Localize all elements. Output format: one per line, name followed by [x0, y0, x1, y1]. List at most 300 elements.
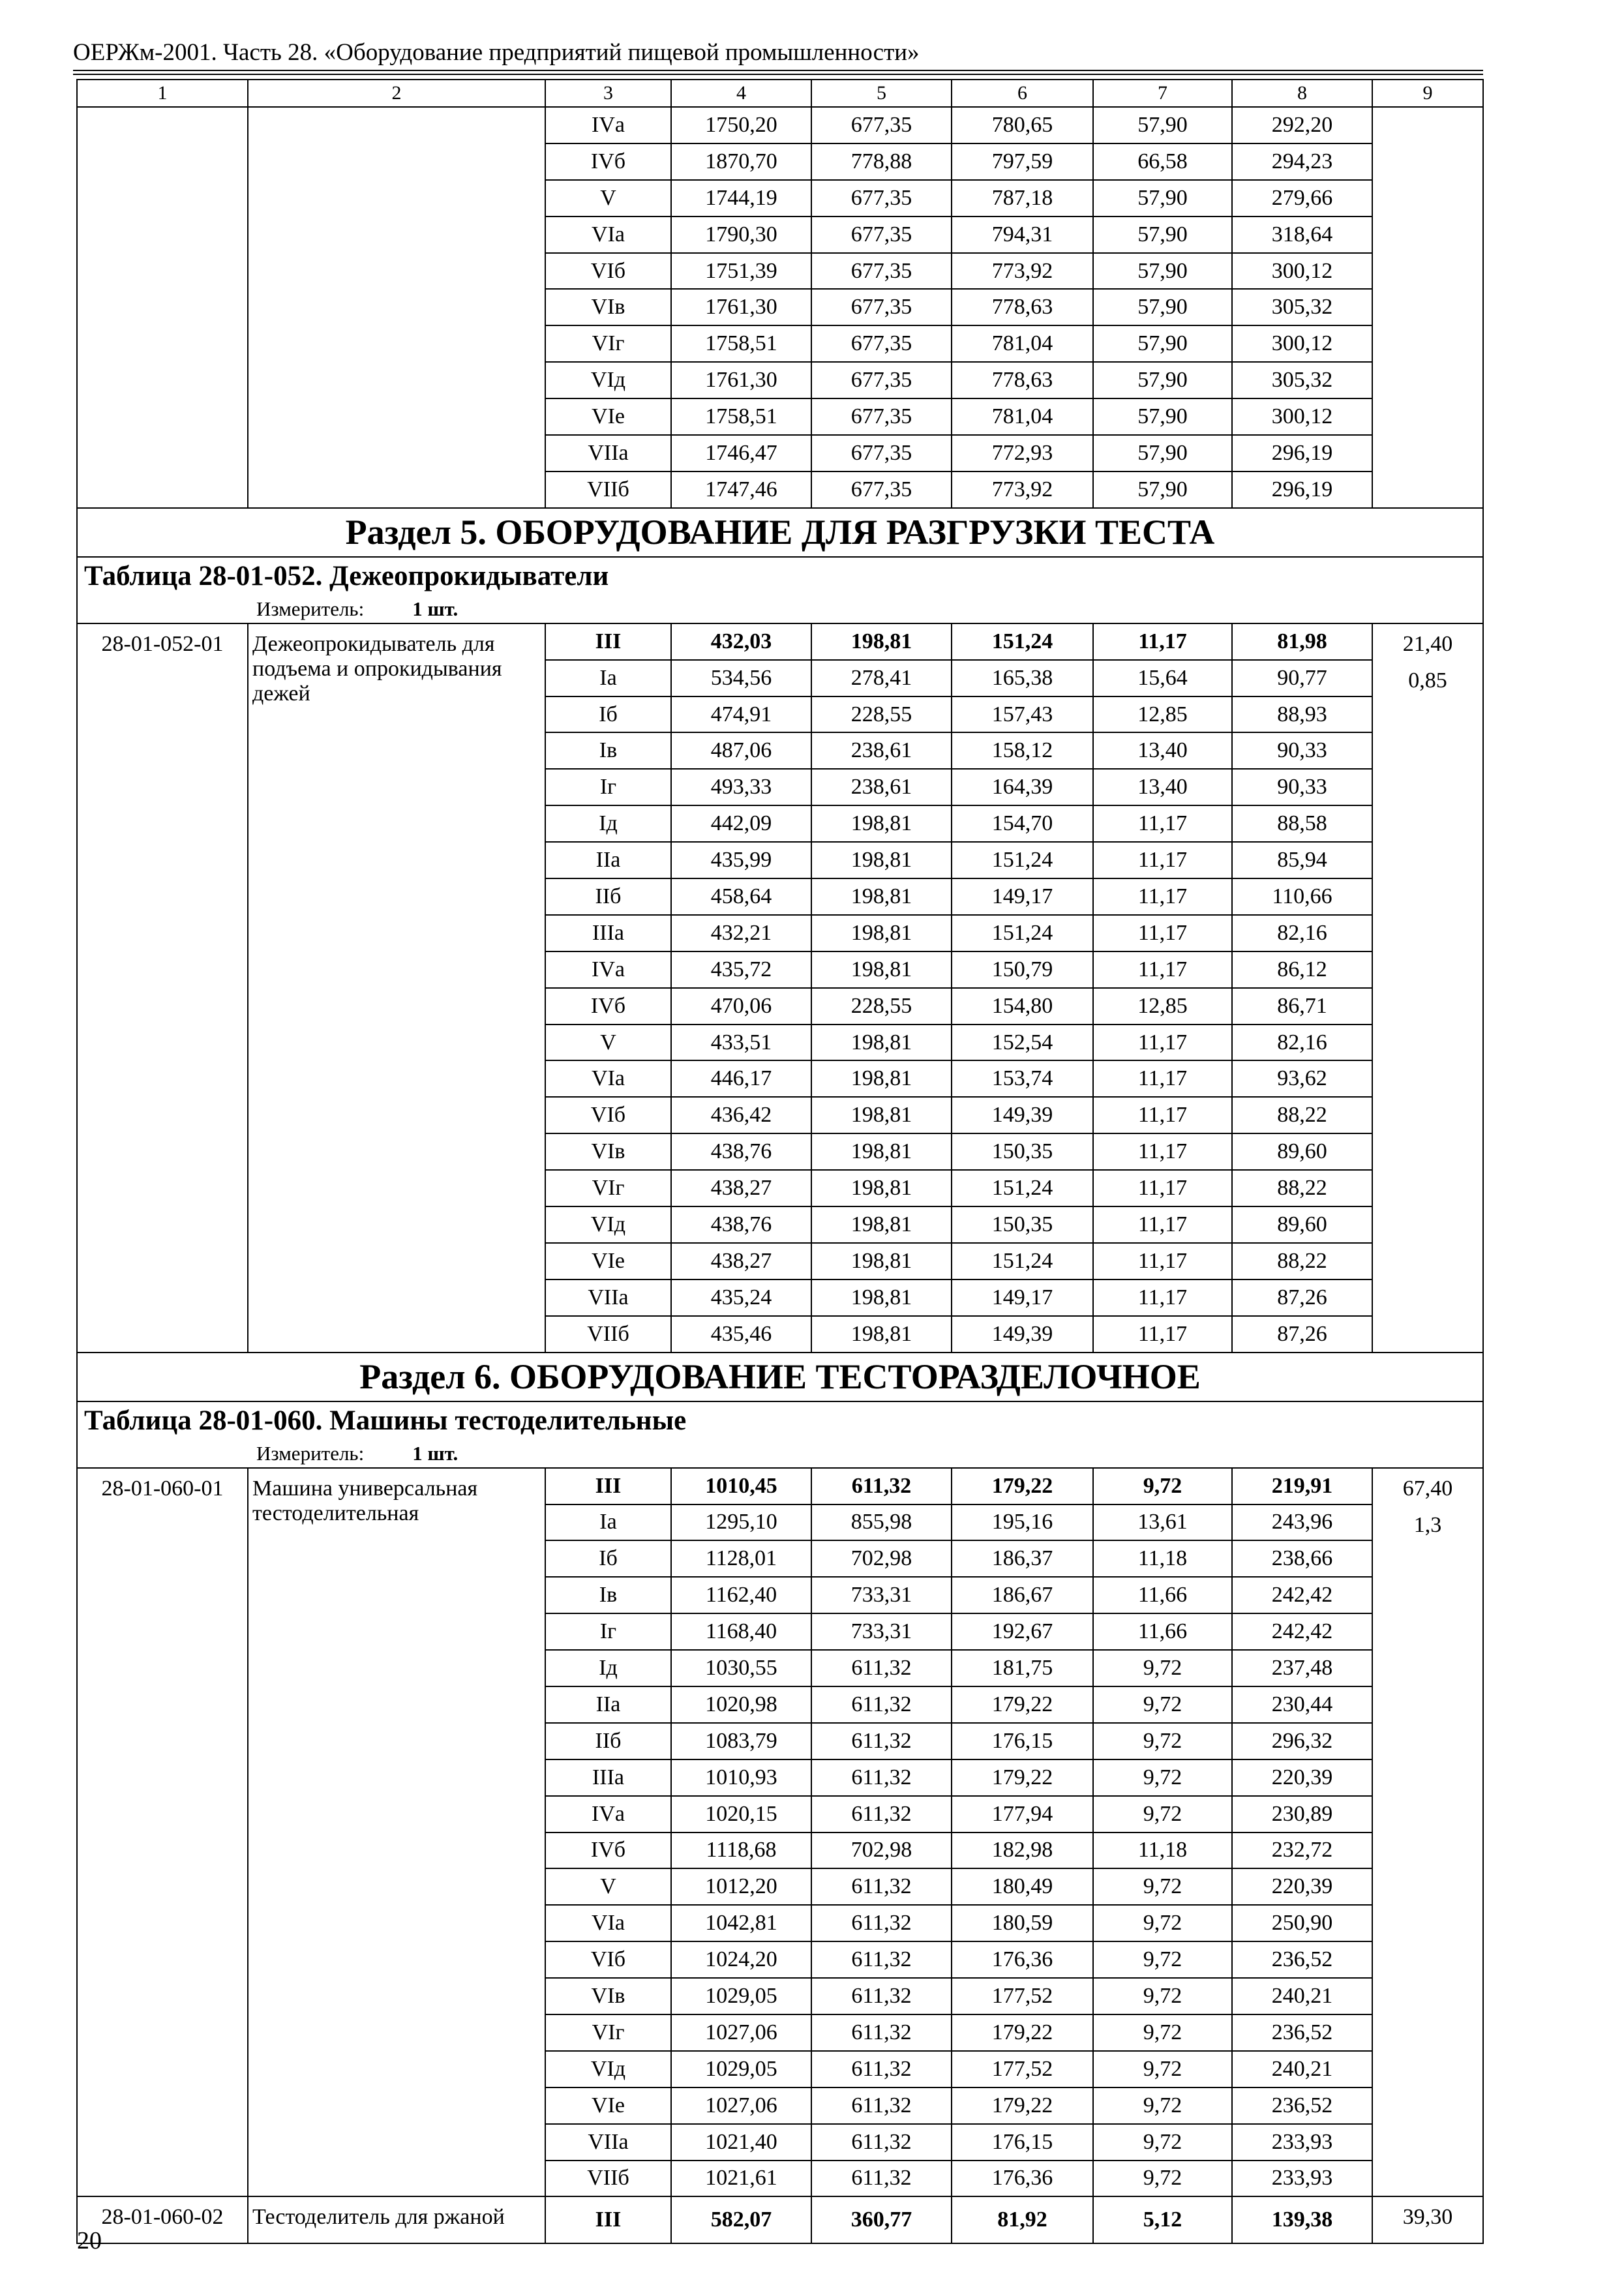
extra-value: 0,85: [1408, 668, 1447, 693]
value-cell: 5,12: [1093, 2196, 1232, 2243]
value-cell: 149,39: [952, 1097, 1093, 1133]
value-cell: 151,24: [952, 623, 1093, 660]
empty-cell: [1372, 107, 1483, 508]
value-cell: 781,04: [952, 325, 1093, 362]
value-cell: 9,72: [1093, 1686, 1232, 1723]
value-cell: 432,03: [671, 623, 811, 660]
value-cell: 180,49: [952, 1868, 1093, 1905]
item-code: 28-01-060-02: [77, 2196, 248, 2243]
value-cell: 90,33: [1232, 769, 1372, 805]
value-cell: 236,52: [1232, 1941, 1372, 1978]
value-cell: 1295,10: [671, 1504, 811, 1541]
value-cell: 781,04: [952, 398, 1093, 435]
value-cell: 242,42: [1232, 1613, 1372, 1650]
value-cell: 1761,30: [671, 289, 811, 325]
value-cell: 11,17: [1093, 1170, 1232, 1206]
zone-cell: V: [545, 1868, 671, 1905]
value-cell: 181,75: [952, 1650, 1093, 1686]
value-cell: 1042,81: [671, 1905, 811, 1941]
value-cell: 9,72: [1093, 1759, 1232, 1796]
value-cell: 778,63: [952, 289, 1093, 325]
value-cell: 236,52: [1232, 2014, 1372, 2051]
value-cell: 677,35: [811, 398, 952, 435]
zone-cell: VIг: [545, 1170, 671, 1206]
item-extra: [1372, 2196, 1483, 2243]
value-cell: 305,32: [1232, 289, 1372, 325]
value-cell: 9,72: [1093, 1468, 1232, 1504]
value-cell: 57,90: [1093, 398, 1232, 435]
column-number: 7: [1093, 80, 1232, 107]
value-cell: 436,42: [671, 1097, 811, 1133]
value-cell: 88,22: [1232, 1243, 1372, 1279]
value-cell: 1010,93: [671, 1759, 811, 1796]
measure-cell: [77, 1440, 1483, 1468]
value-cell: 151,24: [952, 1243, 1093, 1279]
value-cell: 611,32: [811, 1723, 952, 1759]
zone-cell: Iг: [545, 1613, 671, 1650]
value-cell: 677,35: [811, 180, 952, 217]
value-cell: 57,90: [1093, 362, 1232, 398]
zone-cell: VIв: [545, 1133, 671, 1170]
value-cell: 11,17: [1093, 1060, 1232, 1097]
value-cell: 179,22: [952, 1759, 1093, 1796]
measure-row: [77, 1440, 1483, 1468]
value-cell: 88,22: [1232, 1097, 1372, 1133]
value-cell: 198,81: [811, 805, 952, 842]
value-cell: 438,27: [671, 1170, 811, 1206]
item-extra: [1372, 623, 1483, 1353]
value-cell: 198,81: [811, 1279, 952, 1316]
value-cell: 677,35: [811, 325, 952, 362]
value-cell: 89,60: [1232, 1206, 1372, 1243]
section-row: [77, 508, 1483, 557]
value-cell: 87,26: [1232, 1316, 1372, 1353]
value-cell: 198,81: [811, 915, 952, 951]
value-cell: 198,81: [811, 951, 952, 988]
value-cell: 13,40: [1093, 732, 1232, 769]
value-cell: 88,22: [1232, 1170, 1372, 1206]
measure-label: Измеритель:: [256, 597, 365, 621]
value-cell: 1029,05: [671, 2051, 811, 2087]
item-name: Тестоделитель для ржаной: [248, 2196, 545, 2243]
zone-cell: Iа: [545, 1504, 671, 1541]
value-cell: 11,17: [1093, 1279, 1232, 1316]
value-cell: 611,32: [811, 1941, 952, 1978]
value-cell: 360,77: [811, 2196, 952, 2243]
value-cell: 154,80: [952, 988, 1093, 1025]
value-cell: 82,16: [1232, 1025, 1372, 1061]
value-cell: 139,38: [1232, 2196, 1372, 2243]
zone-cell: IIа: [545, 842, 671, 878]
section-row: [77, 1353, 1483, 1401]
value-cell: 149,17: [952, 878, 1093, 915]
value-cell: 164,39: [952, 769, 1093, 805]
value-cell: 11,17: [1093, 1025, 1232, 1061]
value-cell: 179,22: [952, 2014, 1093, 2051]
value-cell: 242,42: [1232, 1577, 1372, 1613]
value-cell: 1746,47: [671, 435, 811, 471]
value-cell: 66,58: [1093, 143, 1232, 180]
zone-cell: IVб: [545, 143, 671, 180]
zone-cell: IIIа: [545, 1759, 671, 1796]
value-cell: 11,66: [1093, 1613, 1232, 1650]
value-cell: 438,76: [671, 1133, 811, 1170]
measure-cell: [77, 595, 1483, 623]
value-cell: 432,21: [671, 915, 811, 951]
table-title: Таблица 28-01-060. Машины тестоделительные: [77, 1401, 1483, 1440]
value-cell: 15,64: [1093, 660, 1232, 696]
value-cell: 1168,40: [671, 1613, 811, 1650]
value-cell: 9,72: [1093, 1905, 1232, 1941]
value-cell: 318,64: [1232, 217, 1372, 253]
column-number: 3: [545, 80, 671, 107]
measure-label: Измеритель:: [256, 1442, 365, 1465]
value-cell: 1761,30: [671, 362, 811, 398]
value-cell: 677,35: [811, 289, 952, 325]
value-cell: 243,96: [1232, 1504, 1372, 1541]
value-cell: 611,32: [811, 1468, 952, 1504]
value-cell: 677,35: [811, 435, 952, 471]
value-cell: 677,35: [811, 107, 952, 143]
rates-table: [76, 79, 1484, 2244]
value-cell: 296,19: [1232, 471, 1372, 508]
empty-cell: [248, 107, 545, 508]
value-cell: 179,22: [952, 1468, 1093, 1504]
value-cell: 470,06: [671, 988, 811, 1025]
extra-value: 67,40: [1402, 1476, 1453, 1501]
value-cell: 81,98: [1232, 623, 1372, 660]
value-cell: 1744,19: [671, 180, 811, 217]
value-cell: 177,52: [952, 1978, 1093, 2014]
value-cell: 300,12: [1232, 253, 1372, 290]
value-cell: 11,17: [1093, 1133, 1232, 1170]
value-cell: 57,90: [1093, 180, 1232, 217]
value-cell: 13,40: [1093, 769, 1232, 805]
value-cell: 165,38: [952, 660, 1093, 696]
value-cell: 198,81: [811, 1316, 952, 1353]
value-cell: 230,44: [1232, 1686, 1372, 1723]
value-cell: 177,94: [952, 1796, 1093, 1833]
value-cell: 110,66: [1232, 878, 1372, 915]
value-cell: 233,93: [1232, 2161, 1372, 2197]
table-row: [77, 623, 1483, 660]
value-cell: 228,55: [811, 696, 952, 733]
zone-cell: IVб: [545, 1833, 671, 1869]
value-cell: 442,09: [671, 805, 811, 842]
value-cell: 11,18: [1093, 1833, 1232, 1869]
zone-cell: VIе: [545, 2087, 671, 2124]
value-cell: 11,17: [1093, 1316, 1232, 1353]
value-cell: 435,99: [671, 842, 811, 878]
value-cell: 88,93: [1232, 696, 1372, 733]
value-cell: 772,93: [952, 435, 1093, 471]
value-cell: 177,52: [952, 2051, 1093, 2087]
value-cell: 677,35: [811, 471, 952, 508]
value-cell: 9,72: [1093, 1868, 1232, 1905]
value-cell: 1751,39: [671, 253, 811, 290]
zone-cell: IIа: [545, 1686, 671, 1723]
value-cell: 11,17: [1093, 915, 1232, 951]
zone-cell: IVа: [545, 1796, 671, 1833]
value-cell: 153,74: [952, 1060, 1093, 1097]
value-cell: 230,89: [1232, 1796, 1372, 1833]
item-name: Дежеопрокидыватель для подъема и опрокидывания дежей: [248, 623, 545, 1353]
value-cell: 198,81: [811, 1170, 952, 1206]
extra-value: 39,30: [1402, 2205, 1453, 2230]
value-cell: 85,94: [1232, 842, 1372, 878]
value-cell: 294,23: [1232, 143, 1372, 180]
value-cell: 57,90: [1093, 289, 1232, 325]
page-header: ОЕРЖм-2001. Часть 28. «Оборудование предприятий пищевой промышленности»: [73, 39, 920, 66]
value-cell: 182,98: [952, 1833, 1093, 1869]
value-cell: 702,98: [811, 1540, 952, 1577]
value-cell: 278,41: [811, 660, 952, 696]
value-cell: 57,90: [1093, 471, 1232, 508]
value-cell: 9,72: [1093, 2051, 1232, 2087]
column-number: 2: [248, 80, 545, 107]
value-cell: 534,56: [671, 660, 811, 696]
column-number: 5: [811, 80, 952, 107]
value-cell: 677,35: [811, 217, 952, 253]
value-cell: 150,79: [952, 951, 1093, 988]
zone-cell: VIIа: [545, 1279, 671, 1316]
extra-value: 1,3: [1413, 1512, 1442, 1537]
value-cell: 86,71: [1232, 988, 1372, 1025]
value-cell: 176,36: [952, 1941, 1093, 1978]
value-cell: 702,98: [811, 1833, 952, 1869]
value-cell: 292,20: [1232, 107, 1372, 143]
value-cell: 11,17: [1093, 1243, 1232, 1279]
value-cell: 1083,79: [671, 1723, 811, 1759]
value-cell: 797,59: [952, 143, 1093, 180]
column-number: 1: [77, 80, 248, 107]
value-cell: 228,55: [811, 988, 952, 1025]
value-cell: 11,17: [1093, 1206, 1232, 1243]
zone-cell: Iд: [545, 1650, 671, 1686]
zone-cell: IVб: [545, 988, 671, 1025]
value-cell: 236,52: [1232, 2087, 1372, 2124]
zone-cell: VIе: [545, 398, 671, 435]
value-cell: 232,72: [1232, 1833, 1372, 1869]
value-cell: 238,66: [1232, 1540, 1372, 1577]
value-cell: 198,81: [811, 878, 952, 915]
value-cell: 1030,55: [671, 1650, 811, 1686]
value-cell: 780,65: [952, 107, 1093, 143]
value-cell: 192,67: [952, 1613, 1093, 1650]
value-cell: 305,32: [1232, 362, 1372, 398]
value-cell: 238,61: [811, 769, 952, 805]
item-name: Машина универсальная тестоделительная: [248, 1468, 545, 2197]
value-cell: 677,35: [811, 362, 952, 398]
value-cell: 176,36: [952, 2161, 1093, 2197]
value-cell: 733,31: [811, 1613, 952, 1650]
zone-cell: VIд: [545, 1206, 671, 1243]
value-cell: 240,21: [1232, 1978, 1372, 2014]
value-cell: 1024,20: [671, 1941, 811, 1978]
value-cell: 677,35: [811, 253, 952, 290]
zone-cell: VIг: [545, 325, 671, 362]
value-cell: 57,90: [1093, 253, 1232, 290]
value-cell: 11,17: [1093, 805, 1232, 842]
zone-cell: VIа: [545, 217, 671, 253]
value-cell: 186,67: [952, 1577, 1093, 1613]
zone-cell: IVа: [545, 951, 671, 988]
value-cell: 458,64: [671, 878, 811, 915]
value-cell: 787,18: [952, 180, 1093, 217]
value-cell: 1118,68: [671, 1833, 811, 1869]
value-cell: 81,92: [952, 2196, 1093, 2243]
value-cell: 435,46: [671, 1316, 811, 1353]
value-cell: 198,81: [811, 1060, 952, 1097]
value-cell: 493,33: [671, 769, 811, 805]
value-cell: 9,72: [1093, 1723, 1232, 1759]
value-cell: 611,32: [811, 1686, 952, 1723]
value-cell: 82,16: [1232, 915, 1372, 951]
table-row: [77, 1468, 1483, 1504]
column-number: 8: [1232, 80, 1372, 107]
value-cell: 57,90: [1093, 107, 1232, 143]
measure-unit: 1 шт.: [412, 597, 459, 621]
empty-cell: [77, 107, 248, 508]
value-cell: 1020,15: [671, 1796, 811, 1833]
value-cell: 9,72: [1093, 2124, 1232, 2161]
table-row: [77, 107, 1483, 143]
header-rule: [73, 70, 1483, 71]
value-cell: 773,92: [952, 471, 1093, 508]
value-cell: 90,33: [1232, 732, 1372, 769]
value-cell: 279,66: [1232, 180, 1372, 217]
value-cell: 151,24: [952, 915, 1093, 951]
value-cell: 250,90: [1232, 1905, 1372, 1941]
value-cell: 474,91: [671, 696, 811, 733]
value-cell: 794,31: [952, 217, 1093, 253]
value-cell: 1027,06: [671, 2014, 811, 2051]
value-cell: 195,16: [952, 1504, 1093, 1541]
value-cell: 11,18: [1093, 1540, 1232, 1577]
value-cell: 237,48: [1232, 1650, 1372, 1686]
value-cell: 611,32: [811, 1796, 952, 1833]
value-cell: 1021,61: [671, 2161, 811, 2197]
section-title: Раздел 6. ОБОРУДОВАНИЕ ТЕСТОРАЗДЕЛОЧНОЕ: [77, 1353, 1483, 1401]
zone-cell: VIд: [545, 362, 671, 398]
item-extra: [1372, 1468, 1483, 2197]
value-cell: 238,61: [811, 732, 952, 769]
table-title-row: [77, 1401, 1483, 1440]
value-cell: 88,58: [1232, 805, 1372, 842]
value-cell: 611,32: [811, 1759, 952, 1796]
value-cell: 198,81: [811, 1206, 952, 1243]
measure-row: [77, 595, 1483, 623]
column-number: 6: [952, 80, 1093, 107]
zone-cell: VIб: [545, 1097, 671, 1133]
column-number: 9: [1372, 80, 1483, 107]
value-cell: 1750,20: [671, 107, 811, 143]
zone-cell: III: [545, 1468, 671, 1504]
value-cell: 1790,30: [671, 217, 811, 253]
value-cell: 1021,40: [671, 2124, 811, 2161]
zone-cell: VIIа: [545, 2124, 671, 2161]
value-cell: 1012,20: [671, 1868, 811, 1905]
value-cell: 438,76: [671, 1206, 811, 1243]
value-cell: 57,90: [1093, 435, 1232, 471]
value-cell: 9,72: [1093, 1978, 1232, 2014]
item-code: 28-01-052-01: [77, 623, 248, 1353]
zone-cell: Iб: [545, 1540, 671, 1577]
value-cell: 11,17: [1093, 878, 1232, 915]
value-cell: 611,32: [811, 1650, 952, 1686]
value-cell: 90,77: [1232, 660, 1372, 696]
table-title: Таблица 28-01-052. Дежеопрокидыватели: [77, 557, 1483, 595]
value-cell: 86,12: [1232, 951, 1372, 988]
value-cell: 87,26: [1232, 1279, 1372, 1316]
value-cell: 220,39: [1232, 1868, 1372, 1905]
value-cell: 150,35: [952, 1206, 1093, 1243]
value-cell: 198,81: [811, 1243, 952, 1279]
value-cell: 1027,06: [671, 2087, 811, 2124]
zone-cell: Iд: [545, 805, 671, 842]
value-cell: 57,90: [1093, 217, 1232, 253]
value-cell: 611,32: [811, 1868, 952, 1905]
value-cell: 611,32: [811, 1978, 952, 2014]
column-number-row: [77, 80, 1483, 107]
value-cell: 9,72: [1093, 1650, 1232, 1686]
value-cell: 150,35: [952, 1133, 1093, 1170]
zone-cell: Iг: [545, 769, 671, 805]
zone-cell: VIб: [545, 1941, 671, 1978]
value-cell: 611,32: [811, 2051, 952, 2087]
value-cell: 240,21: [1232, 2051, 1372, 2087]
value-cell: 9,72: [1093, 1941, 1232, 1978]
value-cell: 179,22: [952, 1686, 1093, 1723]
zone-cell: VIа: [545, 1905, 671, 1941]
zone-cell: VIIб: [545, 2161, 671, 2197]
value-cell: 9,72: [1093, 2014, 1232, 2051]
value-cell: 233,93: [1232, 2124, 1372, 2161]
value-cell: 9,72: [1093, 2087, 1232, 2124]
value-cell: 1870,70: [671, 143, 811, 180]
value-cell: 11,17: [1093, 1097, 1232, 1133]
value-cell: 57,90: [1093, 325, 1232, 362]
zone-cell: IIб: [545, 878, 671, 915]
value-cell: 9,72: [1093, 1796, 1232, 1833]
value-cell: 149,39: [952, 1316, 1093, 1353]
zone-cell: VIIа: [545, 435, 671, 471]
value-cell: 435,72: [671, 951, 811, 988]
table-row: [77, 2196, 1483, 2243]
value-cell: 219,91: [1232, 1468, 1372, 1504]
zone-cell: VIв: [545, 289, 671, 325]
value-cell: 1758,51: [671, 398, 811, 435]
value-cell: 733,31: [811, 1577, 952, 1613]
value-cell: 582,07: [671, 2196, 811, 2243]
zone-cell: VIв: [545, 1978, 671, 2014]
value-cell: 611,32: [811, 1905, 952, 1941]
value-cell: 435,24: [671, 1279, 811, 1316]
value-cell: 176,15: [952, 1723, 1093, 1759]
value-cell: 11,17: [1093, 623, 1232, 660]
zone-cell: III: [545, 2196, 671, 2243]
page-number: 20: [77, 2227, 102, 2254]
value-cell: 9,72: [1093, 2161, 1232, 2197]
header-rule: [73, 74, 1483, 75]
zone-cell: VIг: [545, 2014, 671, 2051]
zone-cell: VIа: [545, 1060, 671, 1097]
column-number: 4: [671, 80, 811, 107]
value-cell: 438,27: [671, 1243, 811, 1279]
zone-cell: Iб: [545, 696, 671, 733]
value-cell: 1758,51: [671, 325, 811, 362]
value-cell: 778,63: [952, 362, 1093, 398]
